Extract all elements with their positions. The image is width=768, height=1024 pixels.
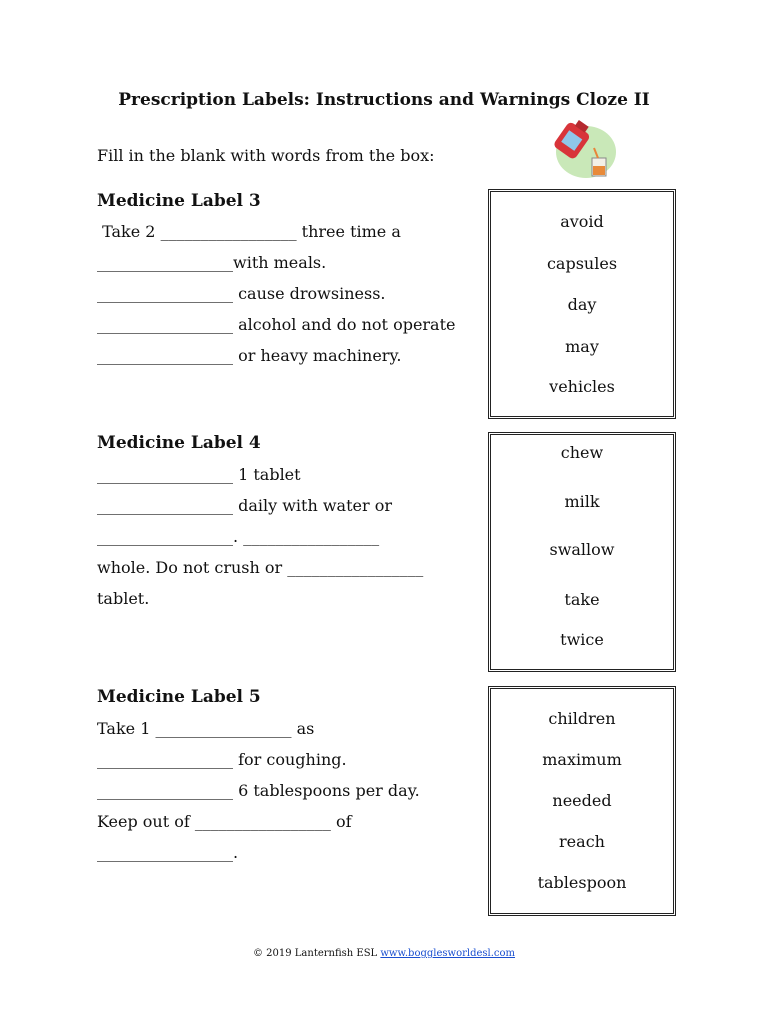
footer (0, 948, 768, 959)
label-5-line-4: Keep out of _________________ of (97, 812, 352, 831)
label-5-line-5: _________________. (97, 843, 239, 862)
word-box-item: children (548, 709, 616, 728)
word-box-item: milk (564, 492, 600, 511)
word-box-item: tablespoon (537, 873, 627, 892)
copyright-text: © 2019 Lanternfish ESL (252, 948, 378, 959)
label-4-line-3: _________________. _________________ (97, 527, 380, 546)
label-5-line-3: _________________ 6 tablespoons per day. (97, 781, 420, 800)
website-link[interactable]: www.bogglesworldesl.com (380, 948, 516, 959)
word-box-item: twice (560, 630, 604, 649)
label-5-heading: Medicine Label 5 (97, 687, 261, 707)
word-box-item: swallow (549, 540, 615, 559)
label-5-line-2: _________________ for coughing. (97, 750, 347, 769)
label-3-heading: Medicine Label 3 (97, 191, 261, 211)
word-box-item: maximum (542, 750, 622, 769)
word-box-item: take (564, 590, 600, 609)
page-title: Prescription Labels: Instructions and Warnings Cloze II (118, 90, 650, 110)
word-box-label-5 (488, 686, 676, 916)
label-3-line-5: _________________ or heavy machinery. (97, 346, 402, 365)
word-box-item: vehicles (549, 377, 615, 396)
label-4-line-1: _________________ 1 tablet (97, 465, 301, 484)
word-box-item: avoid (560, 212, 604, 231)
label-3-line-3: _________________ cause drowsiness. (97, 284, 386, 303)
label-4-line-4: whole. Do not crush or _________________ (97, 558, 424, 577)
word-box-item: chew (560, 443, 604, 462)
label-3-line-4: _________________ alcohol and do not operate (97, 315, 456, 334)
word-box-label-4 (488, 432, 676, 672)
word-box-item: reach (559, 832, 605, 851)
instruction-text: Fill in the blank with words from the box: (97, 146, 435, 165)
word-box-item: day (567, 295, 597, 314)
word-box-item: needed (552, 791, 612, 810)
medicine-bottle-icon (548, 118, 620, 180)
word-box-item: capsules (546, 254, 618, 273)
label-3-line-1: Take 2 _________________ three time a (97, 222, 401, 241)
label-3-line-2: _________________with meals. (97, 253, 327, 272)
word-box-label-3 (488, 189, 676, 419)
word-box-item: may (565, 337, 599, 356)
label-5-line-1: Take 1 _________________ as (97, 719, 315, 738)
label-4-heading: Medicine Label 4 (97, 433, 261, 453)
label-4-line-2: _________________ daily with water or (97, 496, 393, 515)
label-4-line-5: tablet. (97, 589, 150, 608)
